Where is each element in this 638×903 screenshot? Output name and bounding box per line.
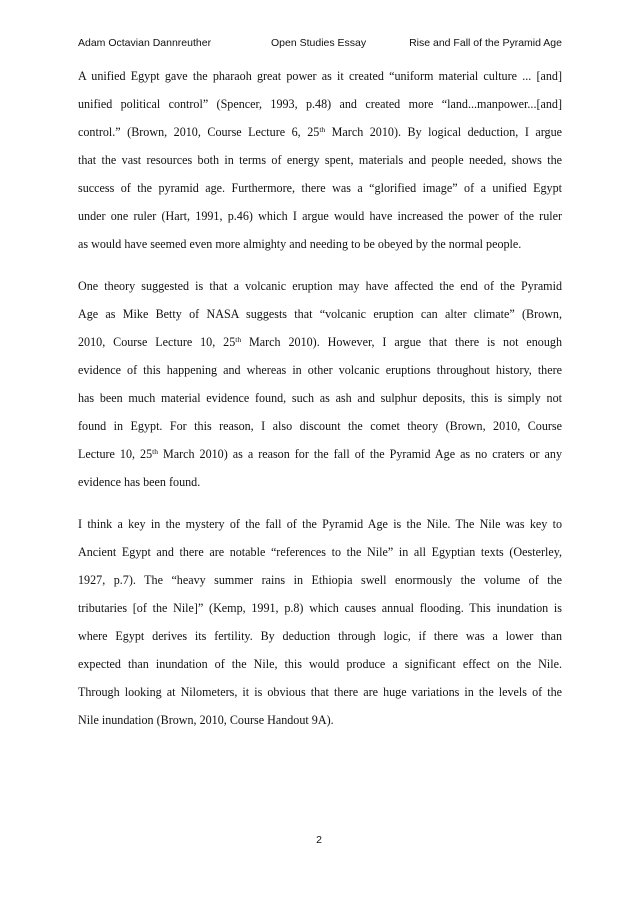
text-line — [78, 626, 562, 654]
line-text: success of the pyramid age. Furthermore, there was a “glorified image” of a unified Egypt — [78, 181, 562, 195]
text-line — [78, 542, 562, 570]
line-text: A unified Egypt gave the pharaoh great power as it created “uniform material culture ... [and] — [78, 69, 562, 83]
line-text-continued: March 2010). By logical deduction, I argue — [325, 125, 562, 139]
line-text: I think a key in the mystery of the fall of the Pyramid Age is the Nile. The Nile was key to — [78, 517, 562, 531]
text-line — [78, 654, 562, 682]
line-text: evidence has been found. — [78, 475, 201, 489]
line-text: control.” (Brown, 2010, Course Lecture 6, 25 — [78, 125, 320, 139]
paragraph — [78, 276, 562, 500]
text-line — [78, 178, 562, 206]
header-course: Open Studies Essay — [271, 37, 367, 49]
page-number: 2 — [316, 834, 322, 846]
page-header — [78, 37, 562, 53]
line-text: under one ruler (Hart, 1991, p.46) which I argue would have increased the power of the ruler — [78, 209, 562, 223]
text-line — [78, 206, 562, 234]
text-line — [78, 388, 562, 416]
text-line — [78, 444, 562, 472]
line-text: that the vast resources both in terms of energy spent, materials and people needed, shows the — [78, 153, 562, 167]
ordinal-superscript: th — [235, 335, 242, 344]
text-line — [78, 304, 562, 332]
line-text: 1927, p.7). The “heavy summer rains in Ethiopia swell enormously the volume of the — [78, 573, 562, 587]
text-line — [78, 514, 562, 542]
essay-body — [78, 66, 562, 752]
text-line — [78, 710, 562, 738]
line-text: as would have seemed even more almighty and needing to be obeyed by the normal people. — [78, 237, 522, 251]
text-line — [78, 360, 562, 388]
header-title: Rise and Fall of the Pyramid Age — [409, 37, 562, 49]
text-line — [78, 234, 562, 262]
paragraph — [78, 514, 562, 738]
text-line — [78, 332, 562, 360]
line-text: Age as Mike Betty of NASA suggests that “volcanic eruption can alter climate” (Brown, — [78, 307, 562, 321]
line-text: Lecture 10, 25 — [78, 447, 153, 461]
paragraph — [78, 66, 562, 262]
text-line — [78, 472, 562, 500]
line-text: found in Egypt. For this reason, I also discount the comet theory (Brown, 2010, Course — [78, 419, 562, 433]
text-line — [78, 598, 562, 626]
header-author: Adam Octavian Dannreuther — [78, 37, 212, 49]
line-text: Nile inundation (Brown, 2010, Course Handout 9A). — [78, 713, 334, 727]
line-text: has been much material evidence found, such as ash and sulphur deposits, this is simply not — [78, 391, 562, 405]
line-text: 2010, Course Lecture 10, 25 — [78, 335, 236, 349]
text-line — [78, 570, 562, 598]
text-line — [78, 122, 562, 150]
line-text: evidence of this happening and whereas in other volcanic eruptions throughout history, there — [78, 363, 562, 377]
text-line — [78, 66, 562, 94]
line-text: One theory suggested is that a volcanic eruption may have affected the end of the Pyramid — [78, 279, 562, 293]
line-text: Ancient Egypt and there are notable “references to the Nile” in all Egyptian texts (Oesterley, — [78, 545, 562, 559]
ordinal-superscript: th — [152, 447, 158, 456]
line-text: expected than inundation of the Nile, this would produce a significant effect on the Nile. — [78, 657, 562, 671]
line-text: Through looking at Nilometers, it is obvious that there are huge variations in the levels of the — [78, 685, 562, 699]
text-line — [78, 416, 562, 444]
line-text: where Egypt derives its fertility. By deduction through logic, if there was a lower than — [78, 629, 562, 643]
line-text: unified political control” (Spencer, 1993, p.48) and created more “land...manpower...[and] — [78, 97, 562, 111]
text-line — [78, 682, 562, 710]
line-text: tributaries [of the Nile]” (Kemp, 1991, p.8) which causes annual flooding. This inundation is — [78, 601, 562, 615]
ordinal-superscript: th — [319, 125, 326, 134]
text-line — [78, 276, 562, 304]
text-line — [78, 150, 562, 178]
line-text-continued: March 2010). However, I argue that there is not enough — [241, 335, 562, 349]
text-line — [78, 94, 562, 122]
line-text-continued: March 2010) as a reason for the fall of the Pyramid Age as no craters or any — [157, 447, 562, 461]
